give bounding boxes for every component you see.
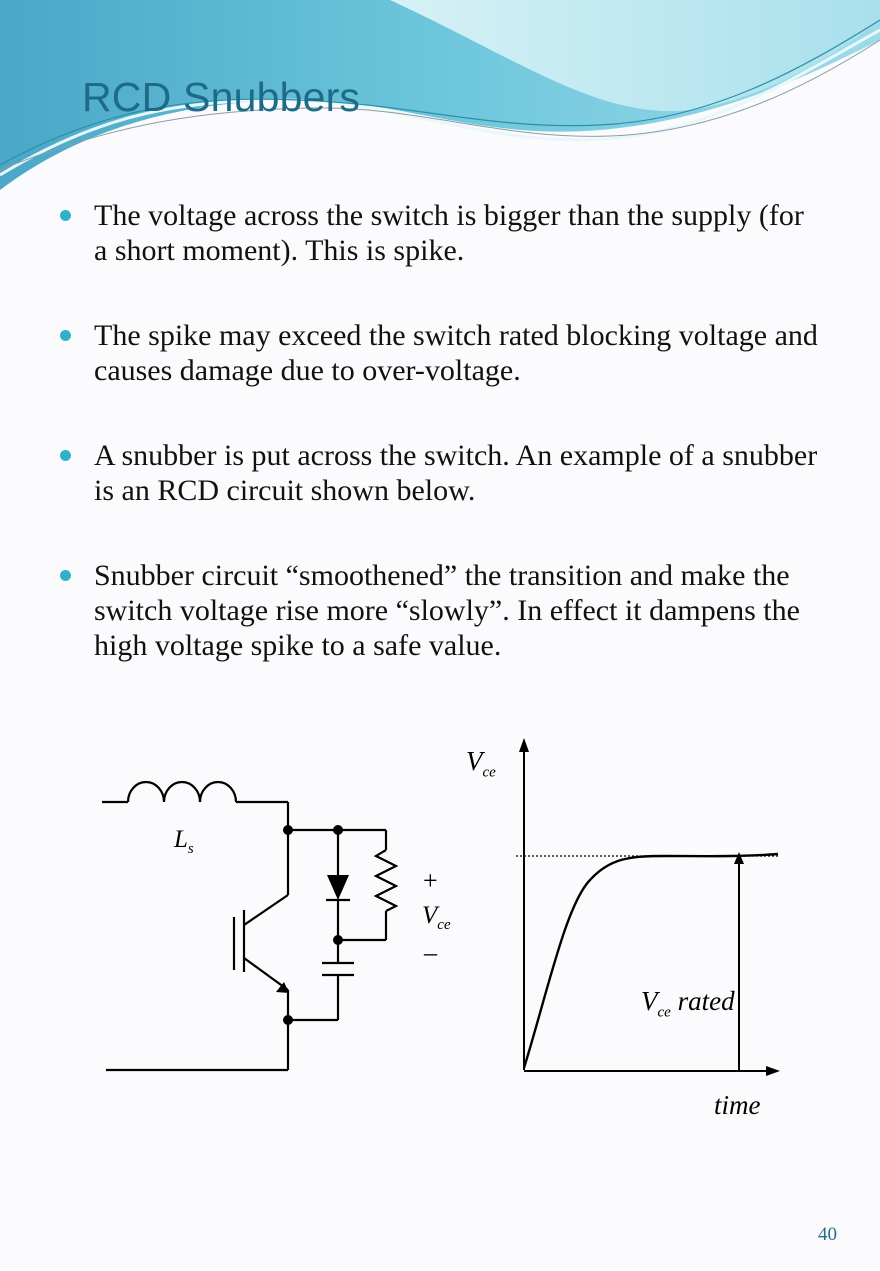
y-axis-label-main: V <box>466 746 483 776</box>
rated-label-main: V <box>641 986 658 1016</box>
plus-sign: + <box>423 866 438 895</box>
inductor-label-main: L <box>174 826 188 853</box>
bullet-text: A snubber is put across the switch. An example of a snubber is an RCD circuit shown below. <box>94 439 818 507</box>
vce-circuit-label-main: V <box>422 902 438 929</box>
page-number: 40 <box>818 1224 837 1245</box>
rated-arrowhead <box>734 852 744 864</box>
y-axis-arrowhead <box>519 738 529 752</box>
minus-sign: – <box>424 938 437 967</box>
vce-circuit-label-sub: ce <box>437 917 451 933</box>
rated-label-text: rated <box>670 986 735 1016</box>
bullet-text: The spike may exceed the switch rated blocking voltage and causes damage due to over-voltage. <box>94 319 818 387</box>
rated-label-sub: ce <box>657 1004 671 1021</box>
y-axis-label-sub: ce <box>482 764 496 781</box>
bullet-text: Snubber circuit “smoothened” the transition and make the switch voltage rise more “slowly”. In effect it dampens the high voltage spike to a safe value. <box>94 559 800 662</box>
slide-title: RCD Snubbers <box>82 74 361 120</box>
bullet-text: The voltage across the switch is bigger than the supply (for a short moment). This is spike. <box>94 199 804 267</box>
rated-label <box>614 955 735 1052</box>
y-axis-label <box>466 746 496 781</box>
x-axis-arrowhead <box>766 1066 780 1076</box>
inductor-label-sub: s <box>187 841 194 857</box>
x-axis-label: time <box>714 1090 761 1120</box>
